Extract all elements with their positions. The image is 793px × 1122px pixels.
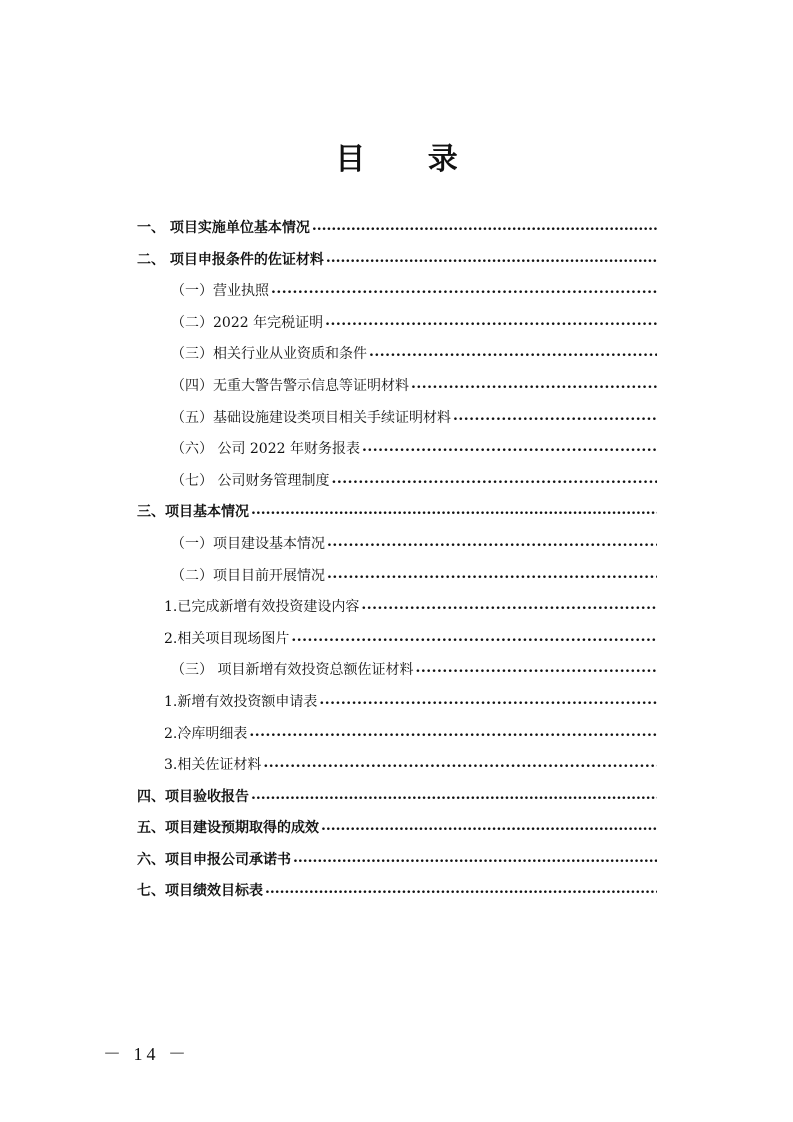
- toc-dot-leader: [249, 722, 657, 738]
- toc-entry[interactable]: [137, 848, 657, 880]
- toc-entry-label: 三、项目基本情况: [137, 504, 249, 521]
- toc-entry-label: 一、 项目实施单位基本情况: [137, 220, 310, 236]
- toc-entry[interactable]: [137, 406, 657, 438]
- toc-dot-leader: [271, 279, 657, 295]
- toc-entry-label: （五）基础设施建设类项目相关手续证明材料: [171, 409, 451, 426]
- toc-entry-label: （三） 项目新增有效投资总额佐证材料: [171, 662, 414, 679]
- toc-entry-label: （一）营业执照: [171, 283, 269, 300]
- toc-entry[interactable]: [137, 374, 657, 406]
- toc-dot-leader: [362, 437, 657, 453]
- toc-entry-label: 1.已完成新增有效投资建设内容: [164, 599, 360, 616]
- toc-entry[interactable]: [137, 595, 657, 627]
- toc-dot-leader: [265, 879, 657, 895]
- toc-dot-leader: [321, 816, 657, 832]
- toc-entry[interactable]: [137, 879, 657, 911]
- page-title: 目 录: [335, 142, 484, 177]
- page-number: － 14 －: [103, 1044, 190, 1064]
- toc-entry-label: （二）2022 年完税证明: [171, 314, 324, 331]
- toc-entry[interactable]: [137, 785, 657, 817]
- toc-dot-leader: [312, 216, 657, 232]
- toc-entry-label: （三）相关行业从业资质和条件: [171, 346, 367, 363]
- toc-dot-leader: [291, 627, 657, 643]
- toc-entry[interactable]: [137, 658, 657, 690]
- toc-entry-label: 3.相关佐证材料: [164, 757, 262, 774]
- toc-entry[interactable]: [137, 469, 657, 501]
- toc-entry-label: （一）项目建设基本情况: [171, 535, 325, 552]
- toc-entry[interactable]: [137, 816, 657, 848]
- toc-dot-leader: [251, 785, 657, 801]
- toc-entry[interactable]: [137, 311, 657, 343]
- toc-entry-label: （七） 公司财务管理制度: [171, 472, 330, 489]
- toc-entry[interactable]: [137, 342, 657, 374]
- toc-dot-leader: [411, 374, 657, 390]
- toc-entry[interactable]: [137, 753, 657, 785]
- toc-entry-label: 1.新增有效投资额申请表: [164, 693, 318, 710]
- toc-dot-leader: [369, 342, 657, 358]
- table-of-contents: [137, 216, 657, 911]
- toc-entry[interactable]: [137, 722, 657, 754]
- toc-entry[interactable]: [137, 248, 657, 280]
- toc-entry-label: 四、项目验收报告: [137, 788, 249, 805]
- toc-entry[interactable]: [137, 564, 657, 596]
- toc-dot-leader: [325, 311, 657, 327]
- toc-entry[interactable]: [137, 690, 657, 722]
- toc-entry[interactable]: [137, 532, 657, 564]
- toc-dot-leader: [293, 848, 657, 864]
- toc-entry-label: 七、项目绩效目标表: [137, 883, 263, 900]
- toc-dot-leader: [327, 532, 657, 548]
- toc-dot-leader: [361, 595, 657, 611]
- toc-dot-leader: [453, 406, 657, 422]
- toc-entry[interactable]: [137, 437, 657, 469]
- toc-dot-leader: [415, 658, 657, 674]
- toc-dot-leader: [331, 469, 657, 485]
- toc-dot-leader: [251, 500, 657, 516]
- toc-entry-label: 2.相关项目现场图片: [164, 630, 290, 647]
- toc-dot-leader: [327, 564, 657, 580]
- toc-entry-label: （六） 公司 2022 年财务报表: [171, 441, 360, 458]
- toc-entry-label: 五、项目建设预期取得的成效: [137, 820, 319, 837]
- toc-entry-label: 二、 项目申报条件的佐证材料: [137, 251, 324, 268]
- toc-entry[interactable]: [137, 279, 657, 311]
- toc-dot-leader: [263, 753, 657, 769]
- toc-entry-label: （四）无重大警告警示信息等证明材料: [171, 377, 409, 394]
- toc-entry-label: 2.冷库明细表: [164, 725, 248, 742]
- toc-entry[interactable]: [137, 216, 657, 248]
- toc-entry-label: （二）项目目前开展情况: [171, 567, 325, 584]
- toc-entry[interactable]: [137, 627, 657, 659]
- toc-dot-leader: [319, 690, 657, 706]
- toc-dot-leader: [326, 248, 657, 264]
- toc-entry-label: 六、项目申报公司承诺书: [137, 851, 291, 868]
- toc-entry[interactable]: [137, 500, 657, 532]
